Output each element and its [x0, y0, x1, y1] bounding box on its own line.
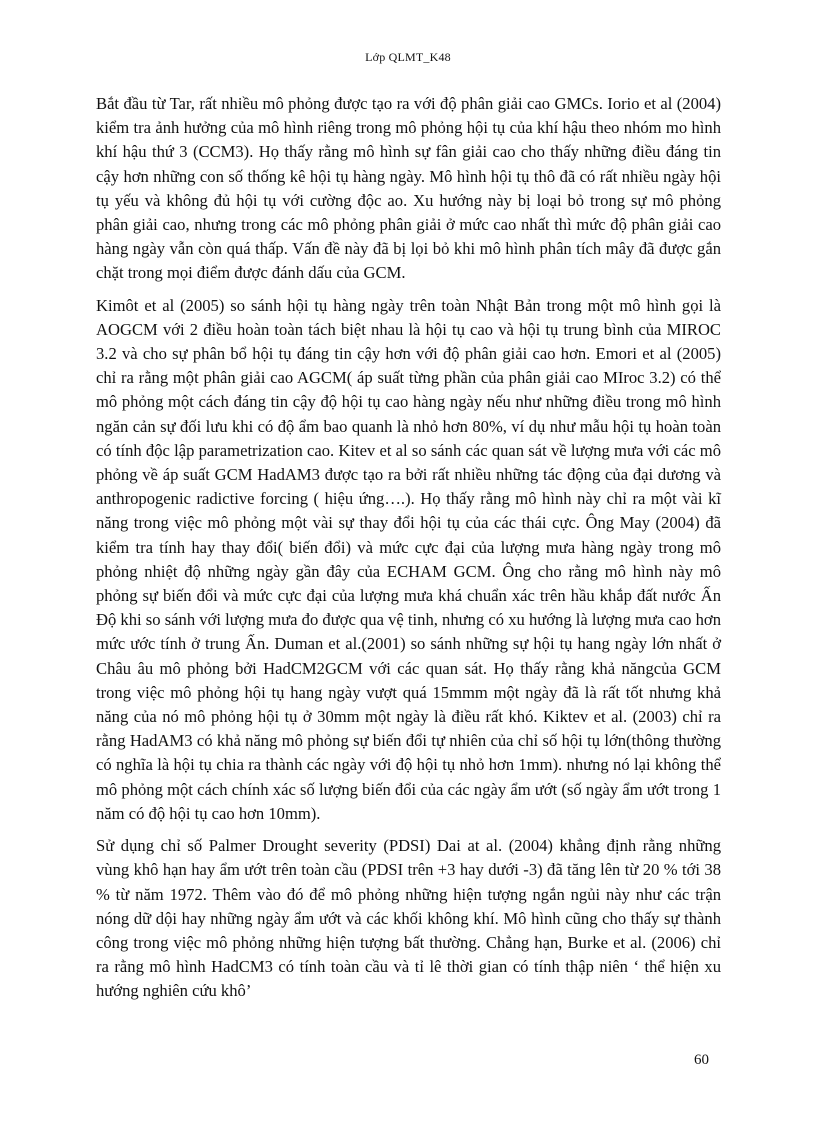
paragraph-3: Sử dụng chỉ số Palmer Drought severity (PDSI) Dai at al. (2004) khẳng định rằng những vùng khô hạn hay ẩm ướt trên toàn cầu (PDSI trên +3 hay dưới -3) đã tăng lên từ 20 % tới 38 % từ năm 1972. Thêm vào đó để mô phỏng những hiện tượng ngắn ngủi này như các trận nóng dữ dội hay những ngày ẩm ướt và các khối không khí. Mô hình cũng cho thấy sự thành công trong việc mô phỏng những hiện tượng bất thường. Chẳng hạn, Burke et al. (2006) chỉ ra rằng mô hình HadCM3 có tính toàn cầu và tỉ lê thời gian có tính thập niên ‘ thể hiện xu hướng nghiên cứu khô’: [96, 836, 721, 1001]
page-number: 60: [694, 1052, 709, 1068]
paragraph-2: Kimôt et al (2005) so sánh hội tụ hàng ngày trên toàn Nhật Bản trong một mô hình gọi là AOGCM với 2 điều hoàn toàn tách biệt nhau là hội tụ cao và hội tụ trung bình của MIROC 3.2 và cho sự phân bổ hội tụ đáng tin cậy hơn với độ phân giải cao hơn. Emori et al (2005) chỉ ra rằng một phân giải cao AGCM( áp suất từng phần của phân giải cao MIroc 3.2) có thể mô phỏng một cách đáng tin cậy độ hội tụ cao hàng ngày nếu như những điều trong mô hình ngăn cản sự đối lưu khi có độ ẩm bao quanh là nhỏ hơn 80%, ví dụ như mẫu hội tụ hoàn toàn có tính độc lập parametrization cao. Kitev et al so sánh các quan sát về lượng mưa với các mô phỏng về áp suất GCM HadAM3 được tạo ra bởi rất nhiều những tác động của đại dương và anthropogenic radictive forcing ( hiệu ứng….). Họ thấy rằng mô hình này chỉ ra một vài kĩ năng trong việc mô phỏng một vài sự thay đổi hội tụ của các thái cực. Ông May (2004) đã kiểm tra tính hay thay đổi( biến đổi) và mức cực đại của lượng mưa hàng ngày trong mô phỏng nhiệt độ những ngày gần đây của ECHAM GCM. Ông cho rằng mô hình này mô phỏng sự biến đổi và mức cực đại của lượng mưa khá chuẩn xác trên hầu khắp đất nước Ấn Độ khi so sánh với lượng mưa đo được qua vệ tinh, nhưng có xu hướng là lượng mưa cao hơn mức ước tính ở trung Ấn. Duman et al.(2001) so sánh những sự hội tụ hang ngày lớn nhất ở Châu âu mô phỏng bởi HadCM2GCM với các quan sát. Họ thấy rằng khả năngcủa GCM trong việc mô phỏng hội tụ hang ngày vượt quá 15mmm một ngày đã là rất tốt nhưng khả năng của nó mô phỏng hội tụ ở 30mm một ngày là điều rất khó. Kiktev et al. (2003) chỉ ra rằng HadAM3 có khả năng mô phỏng sự biến đổi tự nhiên của chỉ số hội tụ lớn(thông thường có nghĩa là hội tụ chia ra thành các ngày với độ hội tụ nhỏ hơn 1mm). nhưng nó lại không thể mô phỏng một cách chính xác số lượng biến đổi của các ngày ẩm ướt (số ngày ẩm ướt trong 1 năm có độ hội tụ cao hơn 10mm).: [96, 295, 721, 823]
page-header: Lớp QLMT_K48: [365, 50, 451, 64]
paragraph-1: Bắt đầu từ Tar, rất nhiều mô phỏng được tạo ra với độ phân giải cao GMCs. Iorio et al (2004) kiểm tra ảnh hưởng của mô hình riêng trong mô phỏng hội tụ của khí hậu theo nhóm mo hình khí hậu thứ 3 (CCM3). Họ thấy rằng mô hình sự fân giải cao cho thấy những điều đáng tin cậy hơn những con số thống kê hội tụ hàng ngày. Mô hình hội tụ thô đã có rất nhiều ngày hội tụ yếu và không đủ hội tụ với cường độc ao. Xu hướng này bị loại bỏ trong sự mô phỏng phân giải cao, nhưng trong các mô phỏng phân giải ở mức cao nhất thì mức độ phân giải cao hàng ngày vẫn còn quá thấp. Vấn đề này đã bị lọi bỏ khi mô hình phân tích mây đã được gắn chặt trong mọi điểm được đánh dấu của GCM.: [96, 94, 721, 283]
document-body: [96, 92, 721, 1012]
